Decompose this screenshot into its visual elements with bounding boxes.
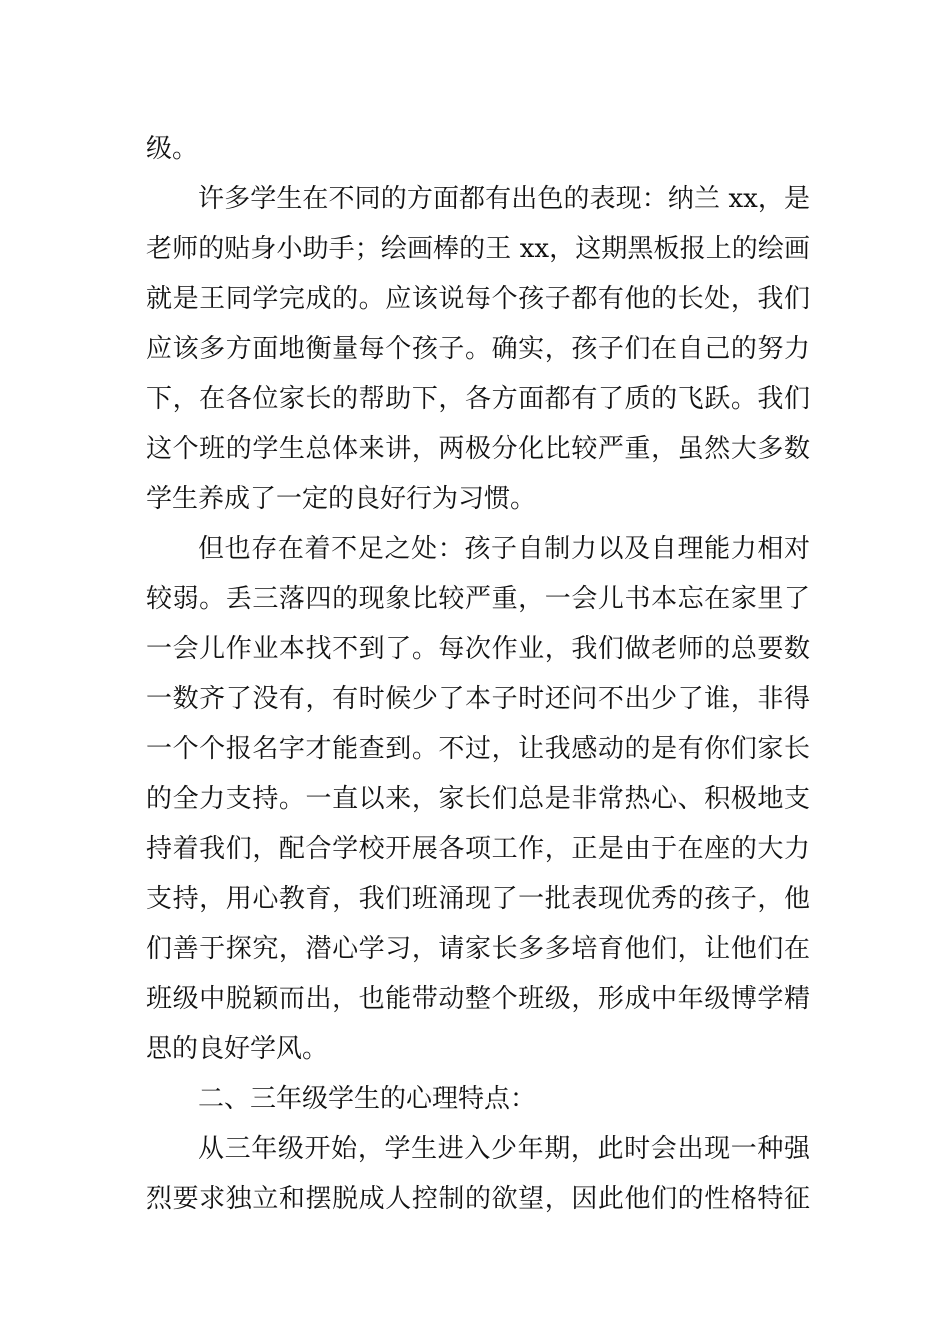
paragraph-2 <box>146 174 810 524</box>
text-line: 一个个报名字才能查到。不过，让我感动的是有你们家长 <box>146 734 810 764</box>
text-line: 应该多方面地衡量每个孩子。确实，孩子们在自己的努力 <box>146 334 810 364</box>
text-line: 从三年级开始，学生进入少年期，此时会出现一种强 <box>198 1134 810 1164</box>
text-line: 学生养成了一定的良好行为习惯。 <box>146 484 537 514</box>
text-line: 但也存在着不足之处：孩子自制力以及自理能力相对 <box>198 534 810 564</box>
text-line: 这个班的学生总体来讲，两极分化比较严重，虽然大多数 <box>146 434 810 464</box>
section-heading <box>146 1074 810 1124</box>
section-heading-text: 二、三年级学生的心理特点： <box>198 1084 537 1114</box>
text-line: 思的良好学风。 <box>146 1034 329 1064</box>
text-line: 班级中脱颖而出，也能带动整个班级，形成中年级博学精 <box>146 984 810 1014</box>
text-line: 持着我们，配合学校开展各项工作，正是由于在座的大力 <box>146 834 810 864</box>
text-line: 较弱。丢三落四的现象比较严重，一会儿书本忘在家里了 <box>146 584 810 614</box>
text-line: 烈要求独立和摆脱成人控制的欲望，因此他们的性格特征 <box>146 1184 810 1214</box>
text-line: 级。 <box>146 134 199 164</box>
paragraph-1 <box>146 124 810 174</box>
paragraph-4 <box>146 1124 810 1224</box>
text-line: 的全力支持。一直以来，家长们总是非常热心、积极地支 <box>146 784 810 814</box>
text-line: 们善于探究，潜心学习，请家长多多培育他们，让他们在 <box>146 934 810 964</box>
text-line: 老师的贴身小助手；绘画棒的王 xx，这期黑板报上的绘画 <box>146 234 810 264</box>
text-line: 就是王同学完成的。应该说每个孩子都有他的长处，我们 <box>146 284 810 314</box>
text-line: 下，在各位家长的帮助下，各方面都有了质的飞跃。我们 <box>146 384 810 414</box>
body-text <box>146 124 810 1224</box>
text-line: 支持，用心教育，我们班涌现了一批表现优秀的孩子，他 <box>146 884 810 914</box>
text-line: 一数齐了没有，有时候少了本子时还问不出少了谁，非得 <box>146 684 810 714</box>
text-line: 一会儿作业本找不到了。每次作业，我们做老师的总要数 <box>146 634 810 664</box>
paragraph-3 <box>146 524 810 1074</box>
text-line: 许多学生在不同的方面都有出色的表现：纳兰 xx，是 <box>198 184 810 214</box>
